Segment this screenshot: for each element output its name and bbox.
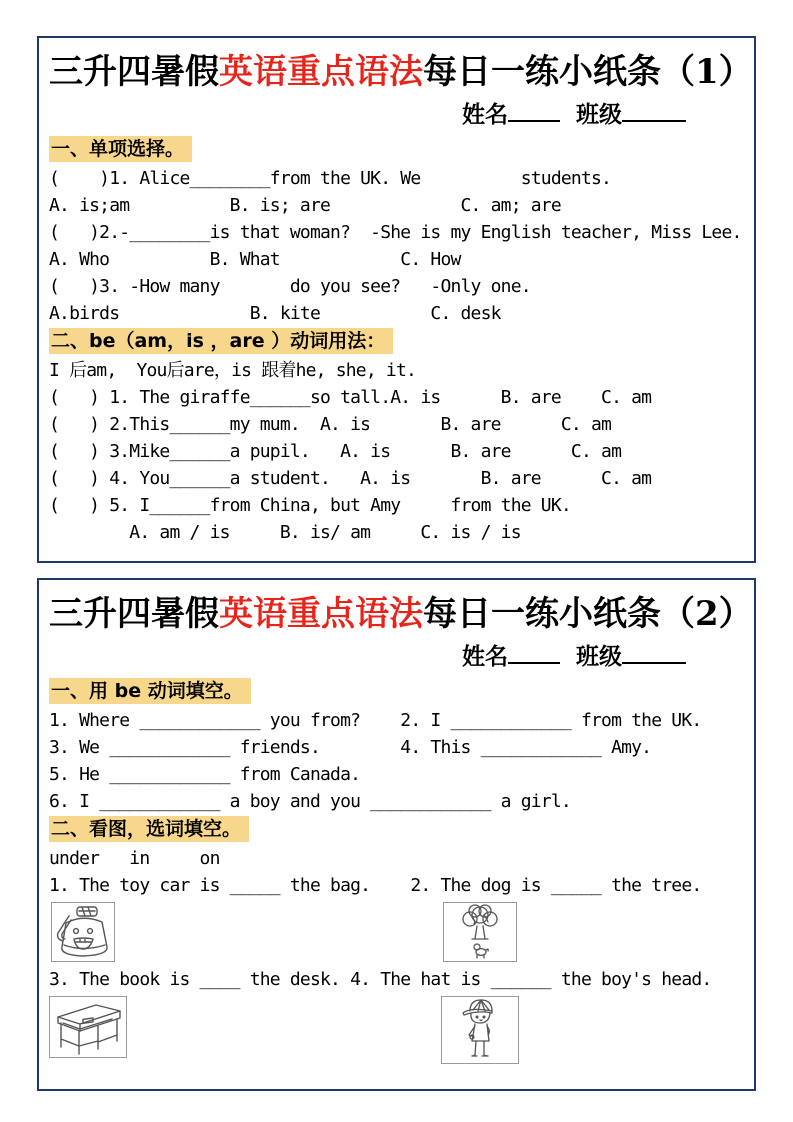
options-line: A. Who B. What C. How <box>49 249 461 270</box>
clipart-row-2 <box>49 996 744 1064</box>
options-line: A. am / is B. is/ am C. is / is <box>49 522 521 543</box>
section-1-header: 一、用 be 动词填空。 <box>49 678 251 704</box>
question-line: 3. The book is ____ the desk. 4. The hat is ______ the boy's head. <box>49 969 712 990</box>
section-2-header: 二、看图，选词填空。 <box>49 816 249 842</box>
schoolbag-image <box>51 902 115 962</box>
worksheet-1 <box>37 36 756 563</box>
boy-hat-image <box>441 996 519 1064</box>
title-prefix: 三升四暑假 <box>49 594 219 634</box>
title-suffix: 每日一练小纸条（2） <box>423 594 753 634</box>
grammar-note-line: I 后am, You后are，is 跟着he, she, it. <box>49 360 417 381</box>
title-suffix: 每日一练小纸条（1） <box>423 52 753 92</box>
options-line: A.birds B. kite C. desk <box>49 303 501 324</box>
question-line: 1. The toy car is _____ the bag. 2. The dog is _____ the tree. <box>49 875 702 896</box>
fill-blank-line: 3. We ____________ friends. 4. This ____________ Amy. <box>49 737 652 758</box>
question-line: ( )3. -How many do you see? -Only one. <box>49 276 531 297</box>
name-class-row <box>49 98 744 132</box>
title-prefix: 三升四暑假 <box>49 52 219 92</box>
question-line: ( )2.-________is that woman? -She is my English teacher, Miss Lee. <box>49 222 742 243</box>
fill-blank-line: 1. Where ____________ you from? 2. I ____________ from the UK. <box>49 710 702 731</box>
question-line: ( )1. Alice________from the UK. We students. <box>49 168 612 189</box>
question-line: ( ) 2.This______my mum. A. is B. are C. am <box>49 414 612 435</box>
question-line: ( ) 3.Mike______a pupil. A. is B. are C. am <box>49 441 622 462</box>
worksheet-2-title <box>49 592 753 636</box>
section-2-header: 二、be（am，is ，are ）动词用法： <box>49 328 393 354</box>
class-label: 班级 <box>576 643 622 670</box>
worksheet-2 <box>37 578 756 1091</box>
word-bank: under in on <box>49 848 220 869</box>
question-line: ( ) 5. I______from China, but Amy from the UK. <box>49 495 571 516</box>
class-blank <box>622 642 686 664</box>
class-blank <box>622 100 686 122</box>
name-blank <box>508 642 560 664</box>
title-red-phrase: 英语重点语法 <box>219 52 423 92</box>
worksheet-1-title <box>49 50 753 94</box>
fill-blank-line: 6. I ____________ a boy and you ____________ a girl. <box>49 791 571 812</box>
fill-blank-line: 5. He ____________ from Canada. <box>49 764 361 785</box>
title-red-phrase: 英语重点语法 <box>219 594 423 634</box>
tree-dog-image <box>443 902 517 962</box>
section-1-header: 一、单项选择。 <box>49 136 192 162</box>
clipart-row-1 <box>49 902 744 962</box>
desk-image <box>49 996 127 1058</box>
options-line: A. is;am B. is; are C. am; are <box>49 195 561 216</box>
question-line: ( ) 4. You______a student. A. is B. are C. am <box>49 468 652 489</box>
name-class-row <box>49 640 744 674</box>
class-label: 班级 <box>576 101 622 128</box>
question-line: ( ) 1. The giraffe______so tall.A. is B. are C. am <box>49 387 652 408</box>
name-label: 姓名 <box>462 101 508 128</box>
name-blank <box>508 100 560 122</box>
name-label: 姓名 <box>462 643 508 670</box>
